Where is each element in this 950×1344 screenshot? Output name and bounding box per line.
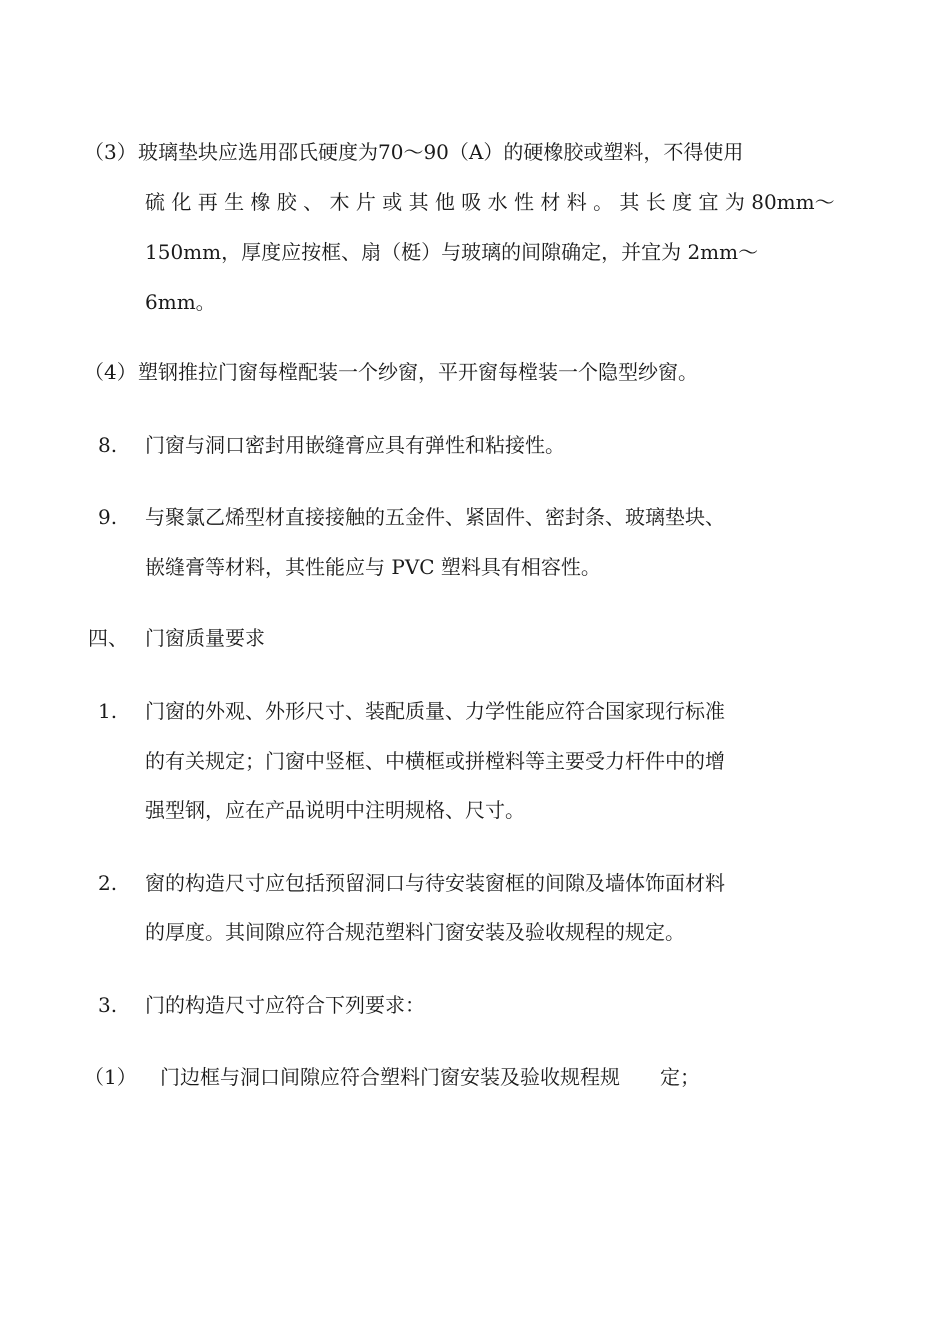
item-marker: 3. bbox=[98, 993, 118, 1017]
paragraph-line: 窗的构造尺寸应包括预留洞口与待安装窗框的间隙及墙体饰面材料 bbox=[145, 871, 725, 895]
item-marker: 9. bbox=[98, 505, 118, 529]
item-marker: （1） bbox=[84, 1065, 137, 1089]
item-marker: 8. bbox=[98, 433, 118, 457]
paragraph-line: 门的构造尺寸应符合下列要求： bbox=[145, 993, 425, 1017]
section-marker: 四、 bbox=[88, 626, 128, 650]
paragraph-line: 硫 化 再 生 橡 胶 、 木 片 或 其 他 吸 水 性 材 料 。 其 长 度 宜 为 80mm～ bbox=[145, 190, 835, 214]
paragraph-line: 塑钢推拉门窗每樘配装一个纱窗，平开窗每樘装一个隐型纱窗。 bbox=[138, 360, 698, 384]
paragraph-line: 强型钢，应在产品说明中注明规格、尺寸。 bbox=[145, 798, 525, 822]
paragraph-line: 嵌缝膏等材料，其性能应与 PVC 塑料具有相容性。 bbox=[145, 555, 601, 579]
paragraph-line: 的有关规定；门窗中竖框、中横框或拼樘料等主要受力杆件中的增 bbox=[145, 749, 725, 773]
paragraph-line: 门窗与洞口密封用嵌缝膏应具有弹性和粘接性。 bbox=[145, 433, 565, 457]
paragraph-line: 的厚度。其间隙应符合规范塑料门窗安装及验收规程的规定。 bbox=[145, 920, 685, 944]
section-title: 门窗质量要求 bbox=[145, 626, 265, 650]
item-marker: 2. bbox=[98, 871, 118, 895]
item-marker: 1. bbox=[98, 699, 118, 723]
paragraph-line: 150mm，厚度应按框、扇（梃）与玻璃的间隙确定，并宜为 2mm～ bbox=[145, 240, 759, 264]
paragraph-line: 门边框与洞口间隙应符合塑料门窗安装及验收规程规 定； bbox=[160, 1065, 700, 1089]
paragraph-line: 6mm。 bbox=[145, 290, 216, 314]
item-marker: （3） bbox=[84, 140, 137, 164]
item-marker: （4） bbox=[84, 360, 137, 384]
paragraph-line: 门窗的外观、外形尺寸、装配质量、力学性能应符合国家现行标准 bbox=[145, 699, 725, 723]
paragraph-line: 与聚氯乙烯型材直接接触的五金件、紧固件、密封条、玻璃垫块、 bbox=[145, 505, 725, 529]
paragraph-line: 玻璃垫块应选用邵氏硬度为70～90（A）的硬橡胶或塑料，不得使用 bbox=[138, 140, 744, 164]
